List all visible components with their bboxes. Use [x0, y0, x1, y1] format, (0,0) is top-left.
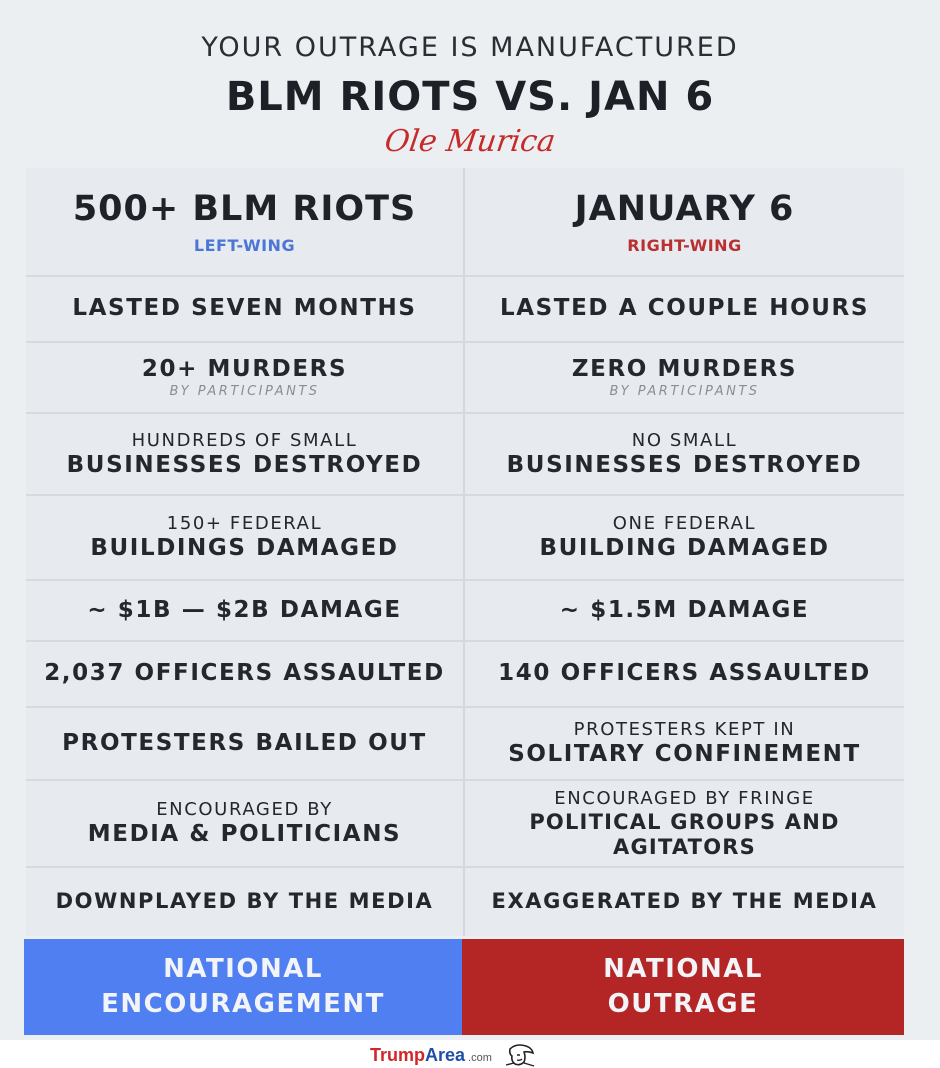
brand-logo-text: Ole Murica	[382, 124, 558, 159]
footer-line: OUTRAGE	[607, 989, 759, 1019]
table-row	[26, 779, 904, 866]
cell-note: BY PARTICIPANTS	[169, 383, 320, 399]
cell-text: BUILDING DAMAGED	[539, 535, 830, 562]
left-cell	[26, 277, 463, 341]
subtitle: YOUR OUTRAGE IS MANUFACTURED	[201, 32, 739, 63]
cell-text: 2,037 OFFICERS ASSAULTED	[44, 660, 445, 687]
watermark-com: .com	[468, 1051, 492, 1064]
table-row	[26, 579, 904, 640]
cell-text: LASTED A COUPLE HOURS	[499, 295, 870, 322]
watermark-area: Area	[425, 1044, 466, 1065]
right-cell	[465, 708, 904, 779]
watermark-trump: Trump	[370, 1044, 426, 1065]
left-column-tag: LEFT-WING	[193, 236, 296, 255]
right-column-tag: RIGHT-WING	[627, 236, 742, 255]
right-cell	[465, 581, 904, 640]
footer-line: ENCOURAGEMENT	[101, 989, 385, 1019]
cell-small-text: HUNDREDS OF SMALL	[131, 429, 358, 451]
cell-text: 20+ MURDERS	[141, 355, 348, 382]
right-cell	[465, 343, 904, 412]
cell-text: EXAGGERATED BY THE MEDIA	[491, 889, 878, 914]
cell-text: ~ $1.5M DAMAGE	[559, 596, 810, 623]
left-column-header	[26, 168, 463, 275]
cell-text: PROTESTERS BAILED OUT	[62, 729, 427, 756]
right-cell	[465, 414, 904, 494]
right-cell	[465, 496, 904, 579]
left-cell	[26, 781, 463, 866]
left-cell	[26, 642, 463, 706]
cell-text: DOWNPLAYED BY THE MEDIA	[55, 889, 434, 914]
site-watermark	[370, 1043, 538, 1067]
cell-text: BUSINESSES DESTROYED	[66, 451, 423, 478]
table-row	[26, 412, 904, 494]
right-cell	[465, 277, 904, 341]
table-row	[26, 640, 904, 706]
table-row	[26, 494, 904, 579]
cell-small-text: 150+ FEDERAL	[166, 513, 323, 534]
cell-note: BY PARTICIPANTS	[609, 383, 760, 399]
left-cell	[26, 708, 463, 779]
footer-line: NATIONAL	[163, 953, 323, 984]
comparison-table	[26, 168, 904, 936]
cell-text: BUSINESSES DESTROYED	[506, 451, 863, 478]
cell-text: POLITICAL GROUPS AND AGITATORS	[529, 810, 840, 860]
cell-small-text: ONE FEDERAL	[612, 513, 757, 534]
table-header-row	[26, 168, 904, 275]
cell-text: ~ $1B — $2B DAMAGE	[87, 596, 402, 623]
cell-text: BUILDINGS DAMAGED	[90, 535, 399, 562]
right-column-header	[465, 168, 904, 275]
right-cell	[465, 781, 904, 866]
footer-line: NATIONAL	[603, 953, 763, 984]
left-cell	[26, 868, 463, 936]
left-column-title: 500+ BLM RIOTS	[72, 189, 417, 229]
caricature-face-icon	[502, 1043, 538, 1067]
left-cell	[26, 496, 463, 579]
right-column-title: JANUARY 6	[574, 189, 795, 229]
left-cell	[26, 343, 463, 412]
cell-text: LASTED SEVEN MONTHS	[72, 295, 417, 322]
cell-text: SOLITARY CONFINEMENT	[508, 741, 861, 768]
cell-text: MEDIA & POLITICIANS	[87, 821, 402, 848]
cell-small-text: ENCOURAGED BY FRINGE	[554, 787, 815, 809]
table-row	[26, 706, 904, 779]
right-cell	[465, 642, 904, 706]
left-cell	[26, 581, 463, 640]
cell-text: ZERO MURDERS	[571, 355, 798, 382]
cell-small-text: PROTESTERS KEPT IN	[573, 719, 796, 740]
table-row	[26, 866, 904, 936]
right-footer-banner	[462, 939, 904, 1035]
table-row	[26, 275, 904, 341]
left-footer-banner	[24, 939, 462, 1035]
page-title: BLM RIOTS VS. JAN 6	[225, 74, 715, 120]
left-cell	[26, 414, 463, 494]
cell-small-text: NO SMALL	[631, 429, 738, 451]
table-row	[26, 341, 904, 412]
cell-text: 140 OFFICERS ASSAULTED	[498, 660, 871, 687]
right-cell	[465, 868, 904, 936]
cell-small-text: ENCOURAGED BY	[156, 799, 333, 820]
